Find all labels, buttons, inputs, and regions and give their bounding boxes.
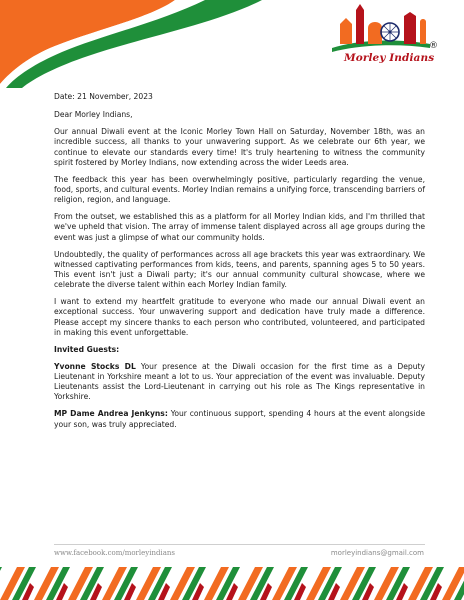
morley-indians-logo	[326, 2, 444, 72]
letter-salutation: Dear Morley Indians,	[54, 110, 133, 120]
paragraph-3: From the outset, we established this as a platform for all Morley Indian kids, and I'm thrilled that we've upheld that vision. The array of immense talent displayed across all age groups during the event was just a glimpse of what our community holds.	[54, 212, 425, 242]
flag-swoosh-decoration	[0, 0, 270, 88]
guests-heading: Invited Guests:	[54, 344, 120, 354]
paragraph-1: Our annual Diwali event at the Iconic Morley Town Hall on Saturday, November 18th, was an incredible success, all thanks to your unwavering support. As we celebrate our 6th year, we continue to elevate our standards every time! It's truly heartening to witness the community spirit fostered by Morley Indians, now extending across the wider Leeds area.	[54, 127, 425, 167]
facebook-link[interactable]: www.facebook.com/morleyindians	[54, 549, 175, 557]
guest-entry	[54, 362, 425, 403]
guest-entry	[54, 409, 425, 429]
email-address[interactable]: morleyindians@gmail.com	[330, 549, 424, 557]
letter-body	[54, 92, 425, 437]
letter-date: Date: 21 November, 2023	[54, 92, 153, 101]
registered-mark: ®	[429, 41, 438, 51]
guest-name: MP Dame Andrea Jenkyns:	[54, 409, 168, 419]
tricolour-pattern-band	[0, 563, 464, 600]
footer-divider	[54, 544, 425, 545]
paragraph-5: I want to extend my heartfelt gratitude to everyone who made our annual Diwali event an exceptional success. Your unwavering support and dedication have truly made a difference. Please accept my sincere thanks to each person who contributed, volunteered, and participated in making this event unforgettable.	[54, 297, 425, 337]
guest-name: Yvonne Stocks DL	[54, 361, 136, 371]
logo-wordmark: Morley Indians	[344, 52, 435, 64]
paragraph-2: The feedback this year has been overwhelmingly positive, particularly regarding the venue, food, sports, and cultural events. Morley Indian remains a unifying force, transcending barriers of religion, region, and language.	[54, 174, 425, 205]
paragraph-4: Undoubtedly, the quality of performances across all age brackets this year was extraordinary. We witnessed captivating performances from kids, teens, and parents, spanning ages 5 to 50 years. This event isn't just a Diwali party; it's our annual community cultural showcase, where we celebrate the diverse talent within each Morley Indian family.	[54, 249, 425, 290]
guest-note: Your continuous support, spending 4 hours at the event alongside your son, was truly appreciated.	[54, 409, 425, 429]
guest-note: Your presence at the Diwali occasion for the first time as a Deputy Lieutenant in Yorkshire meant a lot to us. Your appreciation of the event was invaluable. Deputy Lieutenants assist the Lord-Lieutenant in carrying out his role as The Kings representative in Yorkshire.	[54, 361, 425, 402]
